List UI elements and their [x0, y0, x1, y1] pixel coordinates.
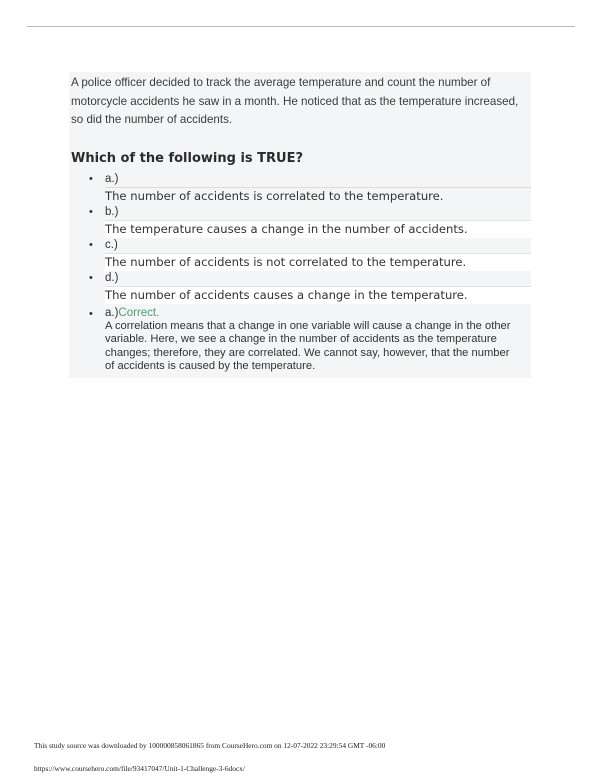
top-divider — [27, 26, 575, 27]
bullet-icon: • — [89, 307, 93, 320]
option-letter: d.) — [105, 271, 119, 284]
bullet-icon: • — [89, 172, 93, 185]
option-letter: b.) — [105, 205, 119, 218]
question-prompt: A police officer decided to track the average temperature and count the number of motorcycle accidents he saw in a month. He noticed that as the temperature increased, so did the number of accidents. — [71, 76, 519, 126]
option-letter: a.) — [105, 172, 119, 185]
option-text: The number of accidents is correlated to the temperature. — [105, 187, 531, 205]
option-b[interactable] — [69, 205, 531, 238]
option-a[interactable] — [69, 172, 531, 205]
bullet-icon: • — [89, 271, 93, 284]
option-text: The number of accidents is not correlated to the temperature. — [105, 253, 531, 271]
option-letter: c.) — [105, 238, 118, 251]
bullet-icon: • — [89, 238, 93, 251]
correct-label: Correct. — [118, 306, 160, 319]
option-text: The temperature causes a change in the number of accidents. — [105, 220, 531, 238]
download-source-note: This study source was downloaded by 100000858061865 from CourseHero.com on 12-07-2022 23:29:54 GMT -06:00 — [34, 741, 386, 750]
options-list — [69, 172, 531, 304]
answer-header — [105, 306, 531, 320]
answer-feedback — [69, 306, 531, 374]
answer-letter: a.) — [105, 306, 119, 319]
option-d[interactable] — [69, 271, 531, 304]
option-c[interactable] — [69, 238, 531, 271]
question-heading: Which of the following is TRUE? — [71, 150, 304, 166]
bullet-icon: • — [89, 205, 93, 218]
option-text: The number of accidents causes a change in the temperature. — [105, 286, 531, 304]
source-url[interactable]: https://www.coursehero.com/file/93417047/Unit-1-Challenge-3-6docx/ — [34, 764, 245, 773]
question-panel — [69, 72, 531, 378]
answer-explanation: A correlation means that a change in one variable will cause a change in the other variable. Here, we see a change in the number of accidents as the temperature changes; therefore, they are correlated. We cannot say, however, that the number of accidents is caused by the temperature. — [105, 319, 511, 372]
